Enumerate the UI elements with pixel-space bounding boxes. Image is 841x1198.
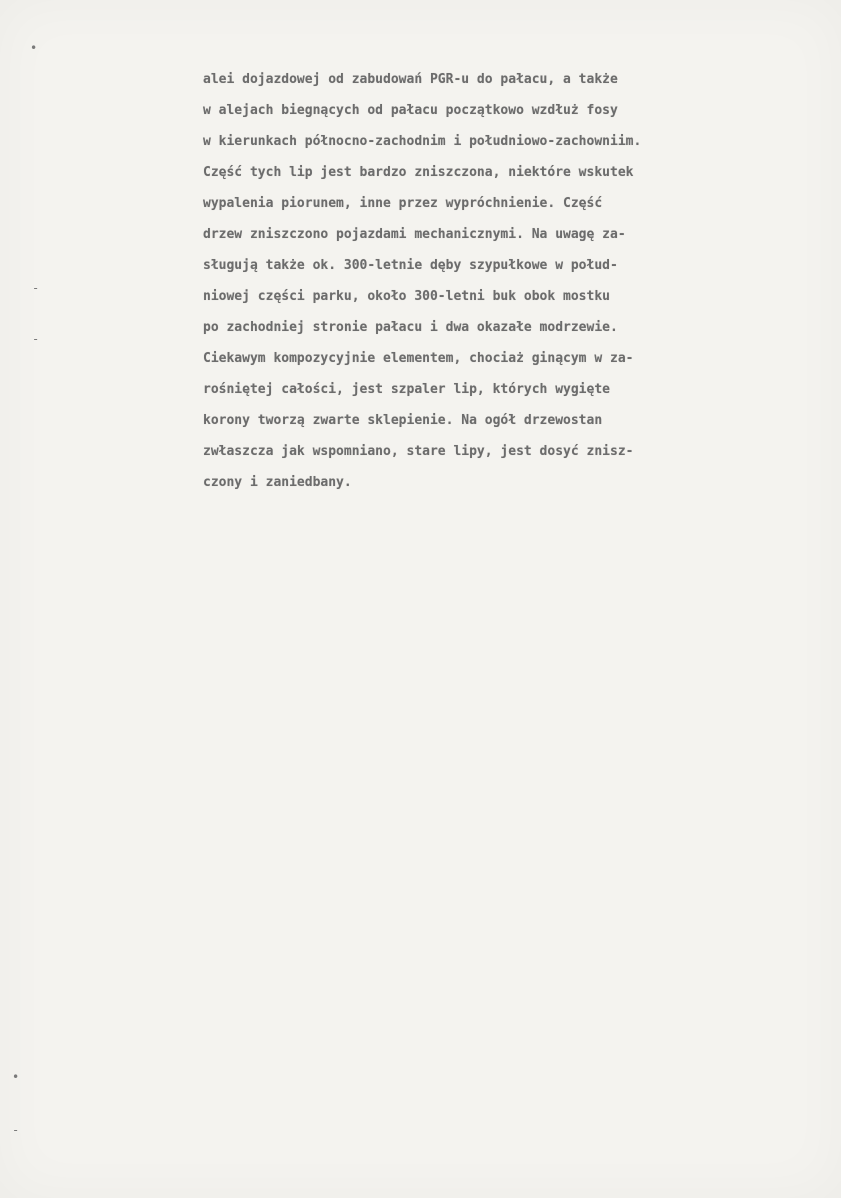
text-line: w kierunkach północno-zachodnim i południowo-zachowniim. (203, 134, 642, 149)
text-line: czony i zaniedbany. (203, 475, 352, 490)
text-line: po zachodniej stronie pałacu i dwa okazałe modrzewie. (203, 320, 618, 335)
text-line: niowej części parku, około 300-letni buk obok mostku (203, 289, 610, 304)
margin-mark: - (12, 1123, 20, 1137)
text-line: alei dojazdowej od zabudowań PGR-u do pałacu, a także (203, 72, 618, 87)
text-line: zwłaszcza jak wspomniano, stare lipy, jest dosyć znisz- (203, 444, 634, 459)
margin-mark: - (32, 281, 40, 295)
text-line: sługują także ok. 300-letnie dęby szypułkowe w połud- (203, 258, 618, 273)
text-line: Ciekawym kompozycyjnie elementem, chociaż ginącym w za- (203, 351, 634, 366)
margin-mark: • (30, 41, 38, 55)
text-line: Część tych lip jest bardzo zniszczona, niektóre wskutek (203, 165, 634, 180)
text-line: drzew zniszczono pojazdami mechanicznymi. Na uwagę za- (203, 227, 626, 242)
text-line: wypalenia piorunem, inne przez wypróchnienie. Część (203, 196, 603, 211)
text-line: korony tworzą zwarte sklepienie. Na ogół drzewostan (203, 413, 603, 428)
margin-mark: • (12, 1070, 20, 1084)
document-body (203, 64, 803, 498)
margin-mark: - (32, 332, 40, 346)
text-line: w alejach biegnących od pałacu początkowo wzdłuż fosy (203, 103, 618, 118)
text-line: rośniętej całości, jest szpaler lip, których wygięte (203, 382, 610, 397)
